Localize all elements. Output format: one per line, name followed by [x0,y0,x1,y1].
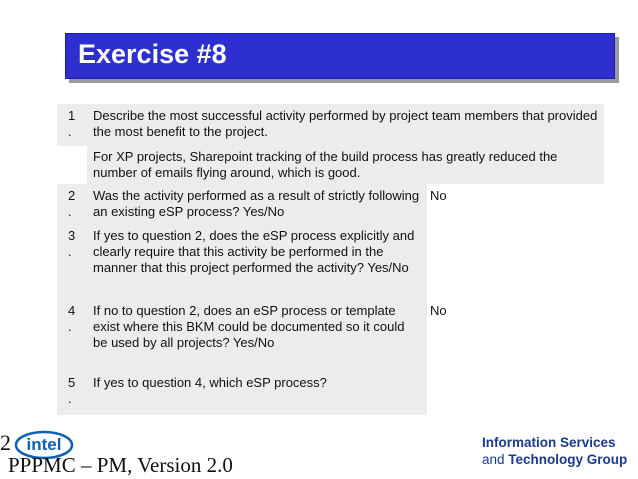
row-number: 3 . [68,228,76,259]
table-row [57,146,604,184]
intel-logo-text: intel [26,435,62,454]
course-footer: PPPMC – PM, Version 2.0 [8,453,233,477]
question-text: If yes to question 2, does the eSP process explicitly and clearly require that this activity be performed in the manner that this project performed the activity? Yes/No [93,228,415,275]
row-number: 4 . [68,303,76,334]
group-line-1: Information Services [482,435,616,450]
row-number: 2 . [68,188,76,219]
group-line-2-bold: Technology Group [508,452,628,467]
answer-value: No [430,303,447,318]
answer-value [427,224,604,228]
group-logo [482,434,632,468]
group-line-2 [482,451,632,468]
question-text: Describe the most successful activity performed by project team members that provided the most benefit to the project. [93,108,598,139]
table-row [57,371,604,415]
table-row [57,299,604,371]
answer-value [427,371,604,375]
question-text: Was the activity performed as a result of strictly following an existing eSP process? Yes/No [93,188,420,219]
title-bar [65,33,615,79]
answer-text: For XP projects, Sharepoint tracking of the build process has greatly reduced the number of emails flying around, which is good. [87,146,604,184]
question-text: If yes to question 4, which eSP process? [93,375,327,390]
exercise-table [57,104,604,415]
page-number: 2 [0,430,11,455]
group-line-2-prefix: and [482,452,509,467]
table-row [57,104,604,146]
slide-title: Exercise #8 [78,39,227,69]
question-text: If no to question 2, does an eSP process or template exist where this BKM could be documented so it could be used by all projects? Yes/No [93,303,405,350]
row-number: 1 . [68,108,76,139]
table-row [57,184,604,224]
row-number: 5 . [68,375,76,406]
table-row [57,224,604,299]
answer-value: No [430,188,447,203]
